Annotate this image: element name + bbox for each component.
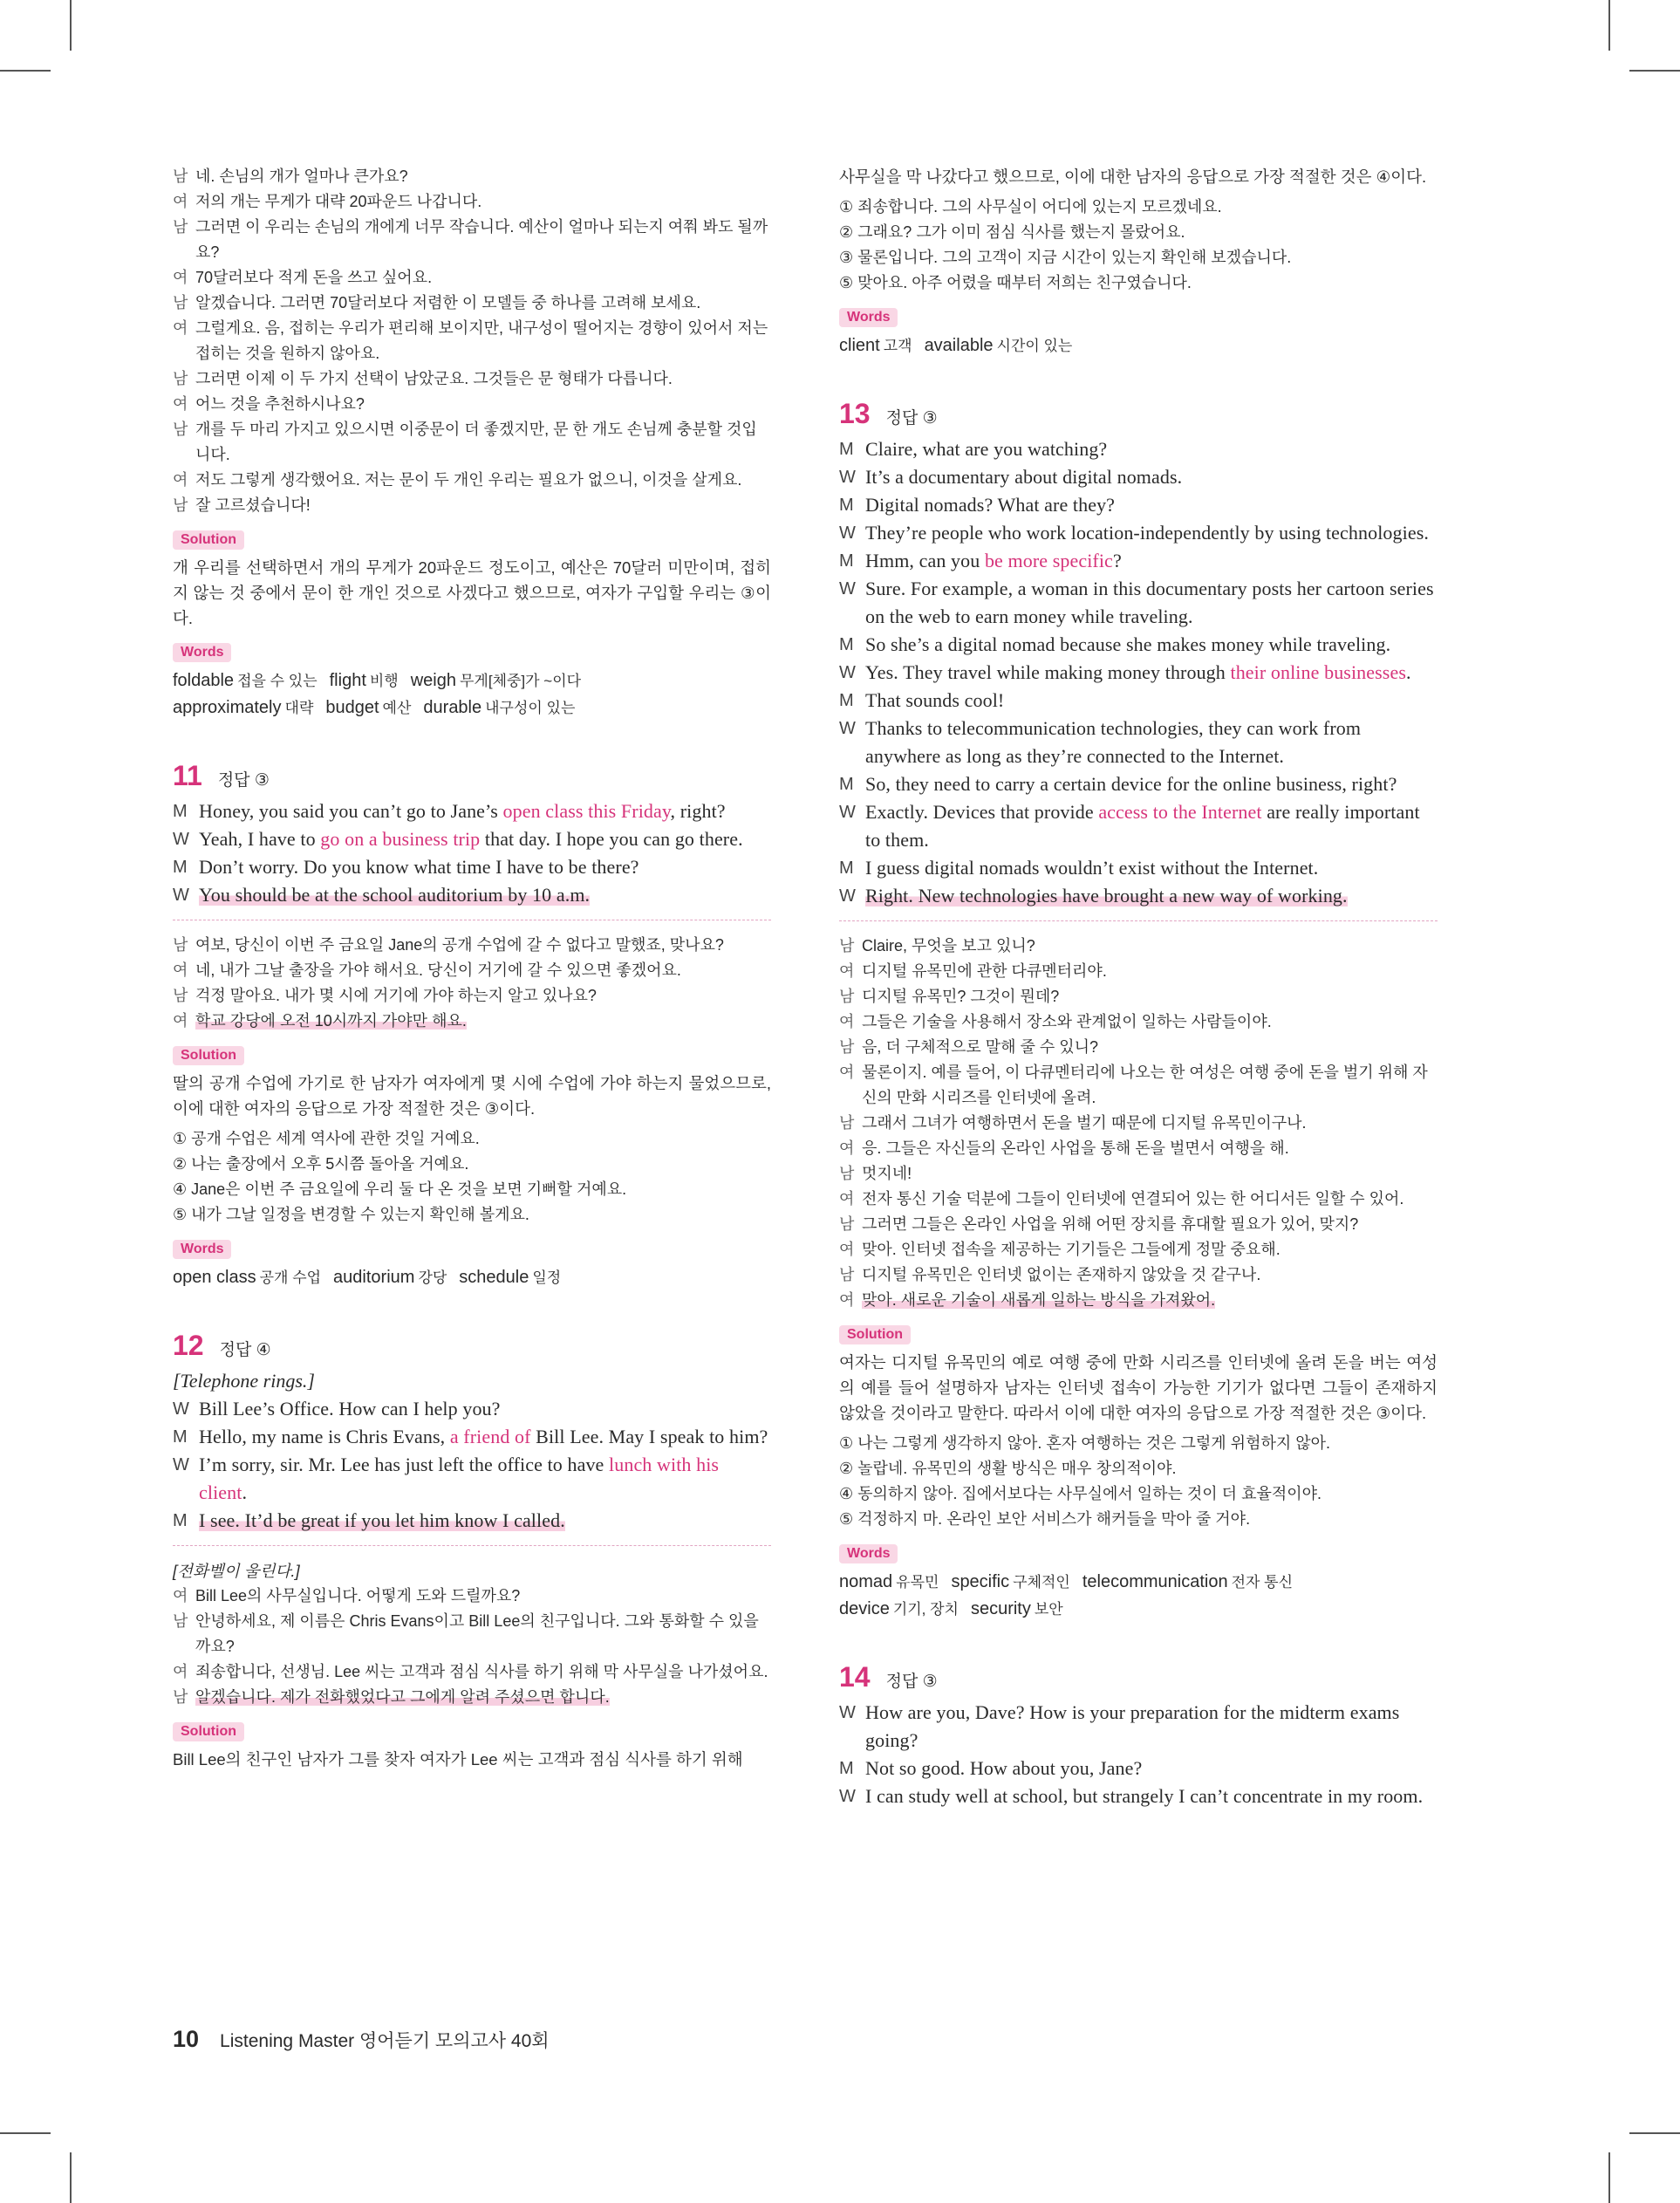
speaker-label: 남 (173, 1612, 188, 1630)
speaker-label: M (839, 496, 854, 515)
dialogue-text: 70달러보다 적게 돈을 쓰고 싶어요. (195, 269, 433, 286)
speaker-label: 여 (173, 269, 188, 286)
dialogue-line (839, 1136, 1438, 1161)
vocab-word: approximately (173, 698, 282, 717)
question-number: 12 (173, 1330, 204, 1361)
dialogue-text: . (242, 1481, 248, 1503)
dialogue-text: Yes. They travel while making money through (865, 661, 1231, 683)
dialogue-line (173, 265, 771, 291)
answer-option: ⑤ 내가 그날 일정을 변경할 수 있는지 확인해 볼게요. (173, 1206, 529, 1223)
speaker-label: 남 (173, 1688, 188, 1706)
speaker-label: 여 (839, 1291, 855, 1309)
answer-option: ① 나는 그렇게 생각하지 않아. 혼자 여행하는 것은 그렇게 위험하지 않아. (839, 1434, 1331, 1452)
dialogue-text: 여보, 당신이 이번 주 금요일 Jane의 공개 수업에 갈 수 없다고 말했죠, 맞나요? (195, 936, 724, 954)
key-phrase: go on a business trip (320, 828, 481, 850)
speaker-label: W (839, 719, 856, 738)
speaker-label: 남 (839, 1266, 855, 1283)
vocab-word: nomad (839, 1572, 893, 1591)
key-phrase: be more specific (984, 550, 1113, 571)
q14-english-transcript (839, 1699, 1438, 1810)
dialogue-line (839, 1009, 1438, 1035)
page-footer (173, 2026, 550, 2053)
dialogue-line (173, 983, 771, 1009)
speaker-label: W (173, 1455, 189, 1474)
dialogue-line (173, 853, 771, 881)
speaker-label: 여 (173, 319, 188, 337)
dialogue-text: . (1405, 661, 1411, 683)
speaker-label: W (839, 886, 856, 906)
dialogue-text: 학교 강당에 오전 10시까지 가야만 해요. (195, 1012, 467, 1030)
question-number: 11 (173, 760, 202, 791)
dialogue-text: 그래서 그녀가 여행하면서 돈을 벌기 때문에 디지털 유목민이구나. (862, 1114, 1307, 1132)
vocab-meaning: 시간이 있는 (996, 338, 1073, 354)
vocab-word: foldable (173, 671, 235, 690)
dialogue-text: 네. 손님의 개가 얼마나 큰가요? (195, 168, 408, 185)
dialogue-line (173, 468, 771, 493)
dialogue-line (839, 1755, 1438, 1782)
speaker-label: 남 (839, 937, 855, 954)
speaker-label: 여 (173, 1587, 188, 1604)
dialogue-text: that day. I hope you can go there. (480, 828, 743, 850)
speaker-label: 남 (173, 421, 188, 438)
q10-korean-transcript (173, 164, 771, 518)
speaker-label: 남 (173, 496, 188, 514)
speaker-label: M (839, 691, 854, 710)
speaker-label: 여 (839, 962, 855, 980)
q13-solution-text: 여자는 디지털 유목민의 예로 여행 중에 만화 시리즈를 인터넷에 올려 돈을 버는 여성의 예를 들어 설명하자 남자는 인터넷 접속이 가능한 기기가 없다면 그들이 존재하지 않았을 것이라고 말한다. 따라서 이에 대한 여자의 응답으로 가장 적절한 것은 ③이다. (839, 1353, 1438, 1422)
q10-solution-text: 개 우리를 선택하면서 개의 무게가 20파운드 정도이고, 예산은 70달러 미만이며, 접히지 않는 것 중에서 문이 한 개인 것으로 사겠다고 했으므로, 여자가 구입할 우리는 ③이다. (173, 558, 771, 627)
vocab-line (173, 694, 771, 722)
dialogue-line (839, 463, 1438, 491)
crop-mark (70, 0, 72, 51)
dialogue-line (173, 1451, 771, 1507)
dialogue-text: 맞아. 인터넷 접속을 제공하는 기기들은 그들에게 정말 중요해. (862, 1241, 1280, 1258)
speaker-label: W (173, 886, 189, 905)
dialogue-line (173, 825, 771, 853)
dialogue-text: That sounds cool! (865, 689, 1005, 711)
q13-options (839, 1431, 1438, 1532)
dialogue-line (839, 1161, 1438, 1187)
speaker-label: M (173, 1427, 188, 1447)
answer-option: ④ 동의하지 않아. 집에서보다는 사무실에서 일하는 것이 더 효율적이야. (839, 1485, 1322, 1502)
vocab-meaning: 기기, 장치 (892, 1601, 959, 1618)
dialogue-text: 멋지네! (862, 1165, 912, 1182)
q11-heading (173, 760, 771, 792)
dialogue-text: 개를 두 마리 가지고 있으시면 이중문이 더 좋겠지만, 문 한 개도 손님께 충분할 것입니다. (195, 421, 757, 463)
q13-heading (839, 398, 1438, 430)
dialogue-text: Not so good. How about you, Jane? (865, 1757, 1143, 1779)
speaker-label: 남 (173, 168, 188, 185)
key-phrase: their online businesses (1230, 661, 1406, 683)
dialogue-text: I can study well at school, but strangely I can’t concentrate in my room. (865, 1785, 1424, 1807)
dialogue-text: Honey, you said you can’t go to Jane’s (199, 800, 503, 822)
q12-options (839, 195, 1438, 296)
dialogue-text: Right. New technologies have brought a new way of working. (865, 885, 1348, 907)
dialogue-text: 잘 고르셨습니다! (195, 496, 311, 514)
vocab-word: available (924, 336, 994, 355)
dialogue-line (839, 1060, 1438, 1111)
dialogue-text: They’re people who work location-independently by using technologies. (865, 522, 1429, 544)
book-title: Listening Master 영어듣기 모의고사 40회 (220, 2031, 550, 2051)
dialogue-text: ? (1112, 550, 1122, 571)
vocab-meaning: 보안 (1034, 1601, 1063, 1618)
answer-label: 정답 ③ (885, 1673, 938, 1691)
vocab-meaning: 유목민 (896, 1574, 939, 1591)
dialogue-line (839, 1035, 1438, 1060)
dialogue-text: 그러면 이제 이 두 가지 선택이 남았군요. 그것들은 문 형태가 다릅니다. (195, 370, 673, 387)
speaker-label: 남 (173, 987, 188, 1004)
vocab-meaning: 구체적인 (1013, 1574, 1070, 1591)
speaker-label: W (173, 1399, 189, 1419)
answer-option: ⑤ 맞아요. 아주 어렸을 때부터 저희는 친구였습니다. (839, 274, 1192, 291)
answer-option: ⑤ 걱정하지 마. 온라인 보안 서비스가 해커들을 막아 줄 거야. (839, 1510, 1251, 1528)
dialogue-line (173, 366, 771, 392)
dialogue-line (173, 1423, 771, 1451)
dialogue-line (839, 984, 1438, 1009)
dialogue-line (839, 1187, 1438, 1212)
speaker-label: 여 (839, 1241, 855, 1258)
q12-solution-continued: 사무실을 막 나갔다고 했으므로, 이에 대한 남자의 응답으로 가장 적절한 것은 ④이다. (839, 168, 1427, 186)
dialogue-text: Exactly. Devices that provide (865, 801, 1099, 823)
dashed-divider (173, 1545, 771, 1546)
speaker-label: 남 (839, 1114, 855, 1132)
dialogue-line (839, 1111, 1438, 1136)
q12-korean-intro: [전화벨이 울린다.] (173, 1562, 300, 1580)
answer-option: ③ 물론입니다. 그의 고객이 지금 시간이 있는지 확인해 보겠습니다. (839, 249, 1292, 266)
speaker-label: M (839, 859, 854, 878)
speaker-label: 여 (173, 1012, 188, 1030)
speaker-label: M (839, 551, 854, 571)
dialogue-line (173, 958, 771, 983)
speaker-label: 남 (173, 370, 188, 387)
speaker-label: 여 (839, 1064, 855, 1081)
q11-options (173, 1126, 771, 1228)
words-badge: Words (173, 1240, 231, 1259)
vocab-meaning: 일정 (532, 1269, 562, 1286)
dialogue-text: Bill Lee’s Office. How can I help you? (199, 1398, 501, 1420)
speaker-label: 여 (173, 193, 188, 210)
vocab-meaning: 예산 (382, 700, 412, 716)
dialogue-line (839, 659, 1438, 687)
speaker-label: M (839, 1759, 854, 1778)
dialogue-line (839, 798, 1438, 854)
speaker-label: W (839, 1787, 856, 1806)
question-number: 14 (839, 1661, 871, 1693)
dashed-divider (839, 920, 1438, 921)
dialogue-line (173, 1659, 771, 1685)
left-column (173, 164, 771, 1772)
solution-badge: Solution (173, 1722, 244, 1741)
speaker-label: W (839, 468, 856, 487)
vocab-meaning: 내구성이 있는 (485, 700, 576, 716)
speaker-label: M (173, 802, 188, 821)
q13-english-transcript (839, 435, 1438, 910)
solution-badge: Solution (173, 530, 244, 550)
dialogue-text: 그러면 그들은 온라인 사업을 위해 어떤 장치를 휴대할 필요가 있어, 맞지? (862, 1215, 1359, 1233)
vocab-meaning: 공개 수업 (259, 1269, 322, 1286)
vocab-line (839, 332, 1438, 359)
dialogue-text: 그들은 기술을 사용해서 장소와 관계없이 일하는 사람들이야. (862, 1013, 1272, 1030)
vocab-meaning: 비행 (369, 673, 399, 689)
speaker-label: 여 (173, 395, 188, 413)
dialogue-line (173, 493, 771, 518)
dialogue-text: 맞아. 새로운 기술이 새롭게 일하는 방식을 가져왔어. (862, 1291, 1216, 1309)
speaker-label: 여 (173, 471, 188, 489)
speaker-label: 남 (839, 1165, 855, 1182)
answer-label: 정답 ③ (217, 771, 270, 790)
dialogue-line (839, 1288, 1438, 1313)
speaker-label: 여 (173, 961, 188, 979)
dialogue-line (839, 631, 1438, 659)
dialogue-text: So she’s a digital nomad because she makes money while traveling. (865, 633, 1391, 655)
speaker-label: 남 (173, 218, 188, 236)
speaker-label: 남 (839, 988, 855, 1005)
speaker-label: 남 (839, 1215, 855, 1233)
vocab-line (173, 667, 771, 694)
vocab-word: auditorium (333, 1268, 415, 1287)
speaker-label: M (839, 775, 854, 794)
q12-english-transcript (173, 1395, 771, 1535)
answer-option: ② 놀랍네. 유목민의 생활 방식은 매우 창의적이야. (839, 1460, 1177, 1477)
dialogue-text: 전자 통신 기술 덕분에 그들이 인터넷에 연결되어 있는 한 어디서든 일할 수 있어. (862, 1190, 1404, 1208)
dialogue-line (173, 164, 771, 189)
speaker-label: M (173, 1511, 188, 1530)
key-phrase: access to the Internet (1098, 801, 1262, 823)
speaker-label: 남 (173, 936, 188, 954)
dialogue-text: I see. It’d be great if you let him know I called. (199, 1509, 565, 1531)
dialogue-line (839, 1237, 1438, 1262)
speaker-label: W (839, 523, 856, 543)
dialogue-line (173, 417, 771, 468)
answer-option: ④ Jane은 이번 주 금요일에 우리 둘 다 온 것을 보면 기뻐할 거예요. (173, 1180, 627, 1198)
dialogue-text: Hmm, can you (865, 550, 985, 571)
solution-badge: Solution (839, 1325, 911, 1344)
vocab-word: weigh (410, 671, 456, 690)
answer-label: 정답 ④ (219, 1341, 271, 1359)
dialogue-line (839, 854, 1438, 882)
dialogue-line (839, 547, 1438, 575)
dialogue-text: 알겠습니다. 제가 전화했었다고 그에게 알려 주셨으면 합니다. (195, 1688, 610, 1706)
vocab-meaning: 강당 (418, 1269, 447, 1286)
crop-mark (1629, 2132, 1680, 2134)
words-badge: Words (173, 643, 231, 662)
dialogue-line (839, 770, 1438, 798)
question-number: 13 (839, 398, 871, 429)
q13-words-list (839, 1569, 1438, 1623)
dialogue-text: How are you, Dave? How is your preparation for the midterm exams going? (865, 1701, 1400, 1751)
q11-english-transcript (173, 797, 771, 909)
crop-mark (70, 2152, 72, 2203)
dialogue-text: You should be at the school auditorium by 10 a.m. (199, 884, 591, 906)
page-number: 10 (173, 2026, 200, 2052)
vocab-word: device (839, 1599, 890, 1618)
answer-label: 정답 ③ (885, 409, 938, 428)
dialogue-text: Claire, 무엇을 보고 있니? (862, 937, 1035, 954)
vocab-word: durable (423, 698, 482, 717)
dialogue-text: , right? (670, 800, 726, 822)
speaker-label: M (173, 858, 188, 877)
dialogue-text: Digital nomads? What are they? (865, 494, 1116, 516)
dialogue-text: It’s a documentary about digital nomads. (865, 466, 1183, 488)
speaker-label: 남 (173, 294, 188, 311)
dialogue-line (173, 1584, 771, 1609)
dialogue-text: Bill Lee의 사무실입니다. 어떻게 도와 드릴까요? (195, 1587, 521, 1604)
dialogue-text: Sure. For example, a woman in this documentary posts her cartoon series on the web to earn money while traveling. (865, 578, 1434, 627)
q12-heading (173, 1330, 771, 1362)
q11-words-list (173, 1264, 771, 1291)
speaker-label: 여 (839, 1013, 855, 1030)
key-phrase: open class this Friday (502, 800, 671, 822)
dialogue-line (173, 392, 771, 417)
dialogue-line (839, 1699, 1438, 1755)
key-phrase: a friend of (449, 1426, 531, 1447)
words-badge: Words (839, 308, 898, 327)
vocab-word: open class (173, 1268, 256, 1287)
dialogue-text: 어느 것을 추천하시나요? (195, 395, 365, 413)
dialogue-text: 알겠습니다. 그러면 70달러보다 저렴한 이 모델들 중 하나를 고려해 보세요. (195, 294, 701, 311)
dialogue-text: Claire, what are you watching? (865, 438, 1108, 460)
dialogue-text: 디지털 유목민은 인터넷 없이는 존재하지 않았을 것 같구나. (862, 1266, 1261, 1283)
dialogue-line (173, 1609, 771, 1659)
dialogue-text: 음, 더 구체적으로 말해 줄 수 있니? (862, 1038, 1099, 1056)
vocab-line (173, 1264, 771, 1291)
right-column (839, 164, 1438, 1810)
dialogue-line (839, 882, 1438, 910)
vocab-meaning: 대략 (284, 700, 314, 716)
dialogue-text: 디지털 유목민? 그것이 뭔데? (862, 988, 1060, 1005)
crop-mark (1608, 2152, 1610, 2203)
crop-mark (1608, 0, 1610, 51)
speaker-label: 남 (839, 1038, 855, 1056)
dialogue-line (839, 1262, 1438, 1288)
dialogue-line (173, 316, 771, 366)
crop-mark (0, 70, 51, 72)
vocab-line (839, 1569, 1438, 1596)
q14-heading (839, 1661, 1438, 1693)
dialogue-line (173, 1009, 771, 1034)
answer-option: ② 그래요? 그가 이미 점심 식사를 했는지 몰랐어요. (839, 223, 1185, 241)
q12-solution-text: Bill Lee의 친구인 남자가 그를 찾자 여자가 Lee 씨는 고객과 점심 식사를 하기 위해 (173, 1750, 743, 1769)
vocab-meaning: 전자 통신 (1231, 1574, 1294, 1591)
dialogue-line (173, 291, 771, 316)
speaker-label: W (173, 830, 189, 849)
dialogue-line (173, 933, 771, 958)
answer-option: ② 나는 출장에서 오후 5시쯤 돌아올 거예요. (173, 1155, 469, 1173)
dialogue-line (839, 519, 1438, 547)
vocab-word: budget (325, 698, 379, 717)
dialogue-line (173, 881, 771, 909)
speaker-label: W (839, 663, 856, 682)
dialogue-text: I’m sorry, sir. Mr. Lee has just left the office to have (199, 1454, 610, 1475)
dialogue-text: 저도 그렇게 생각했어요. 저는 문이 두 개인 우리는 필요가 없으니, 이것을 살게요. (195, 471, 742, 489)
dialogue-text: 응. 그들은 자신들의 온라인 사업을 통해 돈을 벌면서 여행을 해. (862, 1139, 1289, 1157)
crop-mark (1629, 70, 1680, 72)
q11-solution-text: 딸의 공개 수업에 가기로 한 남자가 여자에게 몇 시에 수업에 가야 하는지 물었으므로, 이에 대한 여자의 응답으로 가장 적절한 것은 ③이다. (173, 1074, 771, 1118)
crop-mark (0, 2132, 51, 2134)
speaker-label: M (839, 440, 854, 459)
speaker-label: 여 (839, 1139, 855, 1157)
dialogue-text: 안녕하세요, 제 이름은 Chris Evans이고 Bill Lee의 친구입니다. 그와 통화할 수 있을까요? (195, 1612, 759, 1655)
dialogue-line (173, 1685, 771, 1710)
vocab-word: schedule (459, 1268, 529, 1287)
solution-badge: Solution (173, 1046, 244, 1065)
dialogue-text: 디지털 유목민에 관한 다큐멘터리야. (862, 962, 1107, 980)
dialogue-line (839, 934, 1438, 959)
dialogue-text: Bill Lee. May I speak to him? (530, 1426, 768, 1447)
dialogue-text: 죄송합니다, 선생님. Lee 씨는 고객과 점심 식사를 하기 위해 막 사무실을 나가셨어요. (195, 1663, 768, 1680)
q12-korean-transcript (173, 1584, 771, 1710)
dialogue-line (173, 215, 771, 265)
answer-option: ① 죄송합니다. 그의 사무실이 어디에 있는지 모르겠네요. (839, 198, 1222, 216)
dialogue-text: 걱정 말아요. 내가 몇 시에 거기에 가야 하는지 알고 있나요? (195, 987, 597, 1004)
vocab-word: flight (329, 671, 366, 690)
speaker-label: W (839, 1703, 856, 1722)
speaker-label: W (839, 803, 856, 822)
dialogue-text: 그럴게요. 음, 접히는 우리가 편리해 보이지만, 내구성이 떨어지는 경향이 있어서 저는 접히는 것을 원하지 않아요. (195, 319, 768, 362)
speaker-label: 여 (839, 1190, 855, 1208)
vocab-meaning: 고객 (883, 338, 912, 354)
dialogue-line (839, 1212, 1438, 1237)
vocab-word: specific (951, 1572, 1010, 1591)
vocab-word: telecommunication (1082, 1572, 1228, 1591)
dialogue-text: 물론이지. 예를 들어, 이 다큐멘터리에 나오는 한 여성은 여행 중에 돈을 벌기 위해 자신의 만화 시리즈를 인터넷에 올려. (862, 1064, 1428, 1106)
dialogue-text: I guess digital nomads wouldn’t exist without the Internet. (865, 857, 1319, 879)
dialogue-line (173, 797, 771, 825)
dialogue-line (839, 715, 1438, 770)
q12-intro: [Telephone rings.] (173, 1370, 315, 1392)
dialogue-text: are really important to them. (865, 801, 1420, 851)
dialogue-line (839, 435, 1438, 463)
dialogue-text: 네, 내가 그날 출장을 가야 해서요. 당신이 거기에 갈 수 있으면 좋겠어요. (195, 961, 681, 979)
dialogue-line (173, 189, 771, 215)
dialogue-line (839, 1782, 1438, 1810)
dialogue-line (173, 1507, 771, 1535)
dialogue-text: Hello, my name is Chris Evans, (199, 1426, 450, 1447)
q10-words-list (173, 667, 771, 722)
vocab-meaning: 무게[체중]가 ~이다 (460, 673, 582, 689)
speaker-label: 여 (173, 1663, 188, 1680)
dialogue-line (839, 687, 1438, 715)
dialogue-line (839, 959, 1438, 984)
dialogue-line (839, 575, 1438, 631)
dialogue-text: 그러면 이 우리는 손님의 개에게 너무 작습니다. 예산이 얼마나 되는지 여쭤 봐도 될까요? (195, 218, 768, 261)
dialogue-line (173, 1395, 771, 1423)
dialogue-text: Thanks to telecommunication technologies, they can work from anywhere as long as they’re connected to the Internet. (865, 717, 1362, 767)
dialogue-text: 저의 개는 무게가 대략 20파운드 나갑니다. (195, 193, 482, 210)
vocab-word: security (970, 1599, 1031, 1618)
vocab-word: client (839, 336, 880, 355)
vocab-meaning: 접을 수 있는 (237, 673, 318, 689)
q11-korean-transcript (173, 933, 771, 1034)
answer-option: ① 공개 수업은 세계 역사에 관한 것일 거예요. (173, 1130, 480, 1147)
words-badge: Words (839, 1544, 898, 1563)
q13-korean-transcript (839, 934, 1438, 1313)
q12-words-list (839, 332, 1438, 359)
dialogue-line (839, 491, 1438, 519)
vocab-line (839, 1596, 1438, 1623)
dialogue-text: Yeah, I have to (199, 828, 321, 850)
dialogue-text: Don’t worry. Do you know what time I have to be there? (199, 856, 639, 878)
speaker-label: M (839, 635, 854, 654)
dialogue-text: So, they need to carry a certain device for the online business, right? (865, 773, 1397, 795)
speaker-label: W (839, 579, 856, 599)
key-phrase: lunch with his client (199, 1454, 720, 1503)
